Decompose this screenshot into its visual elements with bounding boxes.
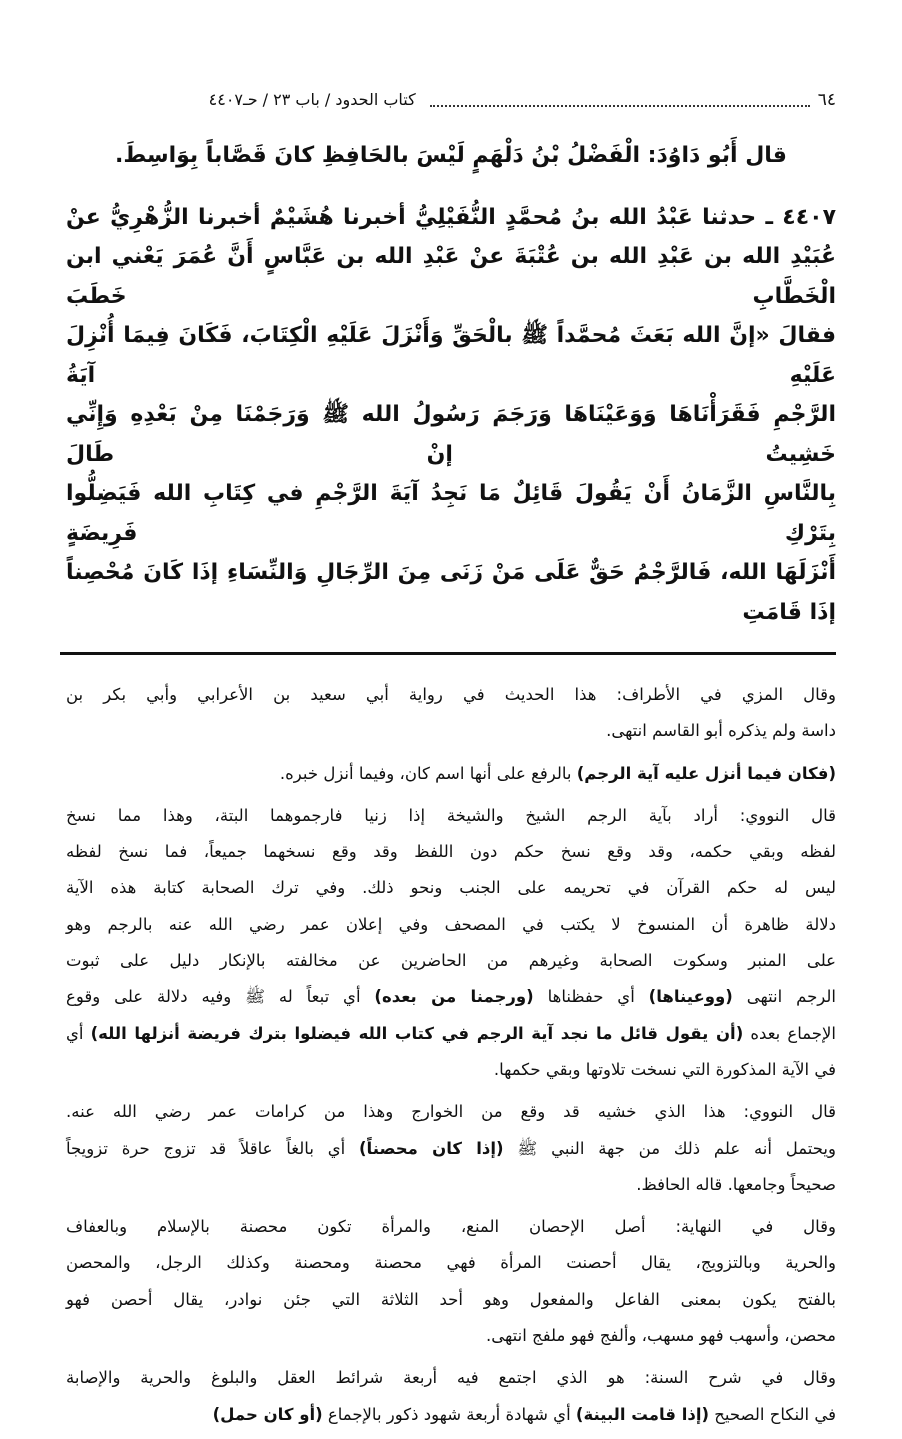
- commentary-text: أي حفظناها: [533, 987, 649, 1007]
- commentary-paragraph: [66, 1360, 836, 1433]
- commentary-paragraph: [66, 677, 836, 750]
- commentary-text: وقال في النهاية: أصل الإحصان المنع، والمرأة تكون محصنة بالإسلام وبالعفاف: [66, 1217, 836, 1237]
- commentary-line: [66, 1397, 836, 1433]
- commentary-text: أي بالغاً عاقلاً قد تزوج حرة تزويجاً: [66, 1138, 359, 1158]
- hadith-line: أَنْزَلَهَا الله، فَالرَّجْمُ حَقٌّ عَلَى مَنْ زَنَى مِنَ الرِّجَالِ وَالنِّسَاءِ إذَا كَانَ مُحْصِناً إذَا قَامَتِ: [66, 560, 836, 625]
- commentary-text: صحيحاً وجامعها. قاله الحافظ.: [636, 1174, 836, 1194]
- commentary-text: في النكاح الصحيح: [709, 1404, 836, 1424]
- hadith-line: فقالَ «إنَّ الله بَعَثَ مُحمَّداً ﷺ بالْحَقِّ وَأَنْزَلَ عَلَيْهِ الْكِتَابَ، فَكَانَ فِيمَا أُنْزِلَ عَلَيْهِ آيَةُ: [66, 323, 836, 388]
- commentary-line: [66, 1318, 836, 1354]
- commentary-text: أي شهادة أربعة شهود ذكور بالإجماع: [322, 1404, 576, 1424]
- hadith-line: بِالنَّاسِ الزَّمَانُ أَنْ يَقُولَ قَائِلٌ مَا نَجِدُ آيَةَ الرَّجْمِ في كِتَابِ الله فَيَضِلُّوا بِتَرْكِ فَرِيضَةٍ: [66, 481, 836, 546]
- commentary-text: لفظه وبقي حكمه، وقد وقع نسخ حكم دون اللفظ وقد وقع نسخهما جميعاً، فما نسخ لفظه: [66, 842, 836, 862]
- commentary-paragraph: [66, 1209, 836, 1354]
- commentary-line: [66, 1167, 836, 1203]
- commentary-line: [66, 979, 836, 1015]
- hadith-line: عُبَيْدِ الله بن عَبْدِ الله بن عُتْبَةَ عنْ عَبْدِ الله بن عَبَّاسٍ أَنَّ عُمَرَ يَعْني ابن الْخَطَّابِ خَطَبَ: [66, 244, 836, 309]
- commentary-text: دلالة ظاهرة أن المنسوخ لا يكتب في المصحف وفي إعلان عمر رضي الله عنه بالرجم وهو: [66, 914, 836, 934]
- commentary-line: [66, 1094, 836, 1130]
- commentary-text: قال النووي: هذا الذي خشيه قد وقع من الخوارج وهذا من كرامات عمر رضي الله عنه.: [66, 1102, 836, 1122]
- separator-rule: [60, 652, 836, 655]
- commentary-line: [66, 1131, 836, 1167]
- commentary-text: على المنبر وسكوت الصحابة وغيرهم من الحاضرين عن مخالفته بالإنكار دليل على ثبوت: [66, 951, 836, 971]
- commentary-line: [66, 1016, 836, 1052]
- commentary-line: [66, 907, 836, 943]
- hadith-line: الرَّجْمِ فَقَرَأْنَاهَا وَوَعَيْنَاهَا وَرَجَمَ رَسُولُ الله ﷺ وَرَجَمْنَا مِنْ بَعْدِهِ وَإِنِّي خَشِيتُ إنْ طَالَ: [66, 402, 836, 467]
- commentary-text: ويحتمل أنه علم ذلك من جهة النبي ﷺ: [503, 1138, 836, 1158]
- hadith-text: [66, 136, 836, 632]
- quoted-matn: (ورجمنا من بعده): [374, 987, 534, 1007]
- page-number: ٦٤: [817, 90, 836, 110]
- quoted-matn: (فكان فيما أنزل عليه آية الرجم): [576, 763, 836, 783]
- commentary-paragraph: [66, 1094, 836, 1203]
- quoted-matn: (إذا كان محصناً): [358, 1138, 504, 1158]
- commentary-text: قال النووي: أراد بآية الرجم الشيخ والشيخة إذا زنيا فارجموهما البتة، وهذا مما نسخ: [66, 805, 836, 825]
- commentary-text: ليس له حكم القرآن في تحريمه على الجنب ونحو ذلك. وفي ترك الصحابة كتابة هذه الآية: [66, 878, 836, 898]
- commentary-line: [66, 834, 836, 870]
- commentary-text: بالفتح يكون بمعنى الفاعل والمفعول وهو أحد الثلاثة التي جئن نوادر، يقال أحصن فهو: [66, 1289, 836, 1309]
- commentary-text: الإجماع بعده: [743, 1023, 836, 1043]
- commentary-line: [66, 756, 836, 792]
- commentary-paragraph: [66, 798, 836, 1088]
- commentary-text: محصن، وأسهب فهو مسهب، وألفج فهو ملفج انتهى.: [486, 1326, 836, 1346]
- commentary-paragraph: [66, 756, 836, 792]
- commentary: [66, 677, 836, 1433]
- quoted-matn: (أن يقول قائل ما نجد آية الرجم في كتاب الله فيضلوا بترك فريضة أنزلها الله): [90, 1023, 744, 1043]
- commentary-line: [66, 943, 836, 979]
- commentary-line: [66, 1245, 836, 1281]
- commentary-text: بالرفع على أنها اسم كان، وفيما أنزل خبره.: [279, 763, 577, 783]
- commentary-text: أي تبعاً له ﷺ وفيه دلالة على وقوع: [66, 987, 375, 1007]
- commentary-line: [66, 1052, 836, 1088]
- commentary-text: وقال في شرح السنة: هو الذي اجتمع فيه أربعة شرائط العقل والبلوغ والحرية والإصابة: [66, 1368, 836, 1388]
- dotted-leader: [430, 93, 810, 107]
- commentary-line: [66, 870, 836, 906]
- commentary-line: [66, 1282, 836, 1318]
- commentary-text: داسة ولم يذكره أبو القاسم انتهى.: [606, 721, 836, 741]
- commentary-line: [66, 677, 836, 713]
- hadith-line: ٤٤٠٧ ـ حدثنا عَبْدُ الله بنُ مُحمَّدٍ النُّفَيْلِيُّ أخبرنا هُشَيْمٌ أخبرنا الزُّهْرِيُّ عنْ: [66, 204, 836, 230]
- commentary-line: [66, 1209, 836, 1245]
- commentary-text: والحرية وبالتزويج، يقال أحصنت المرأة فهي محصنة ومحصنة وكذلك الرجل، والمحصن: [66, 1253, 836, 1273]
- running-title: كتاب الحدود / باب ٢٣ / حـ٤٤٠٧: [208, 90, 416, 109]
- quoted-matn: (ووعيناها): [648, 987, 733, 1007]
- commentary-text: في الآية المذكورة التي نسخت تلاوتها وبقي حكمها.: [493, 1059, 836, 1079]
- abu-dawud-note: قال أَبُو دَاوُدَ: الْفَضْلُ بْنُ دَلْهَمٍ لَيْسَ بالحَافِظِ كانَ قَصَّاباً بِوَاسِطَ.: [115, 143, 787, 168]
- quoted-matn: (إذا قامت البينة): [575, 1404, 710, 1424]
- commentary-line: [66, 798, 836, 834]
- commentary-text: أي: [66, 1023, 91, 1043]
- book-page: [66, 0, 836, 1433]
- commentary-text: الرجم انتهى: [732, 987, 836, 1007]
- quoted-matn: (أو كان حمل): [212, 1404, 323, 1424]
- commentary-line: [66, 1360, 836, 1396]
- commentary-text: وقال المزي في الأطراف: هذا الحديث في رواية أبي سعيد بن الأعرابي وأبي بكر بن: [66, 685, 836, 704]
- running-header: [66, 86, 836, 114]
- commentary-line: [66, 713, 836, 749]
